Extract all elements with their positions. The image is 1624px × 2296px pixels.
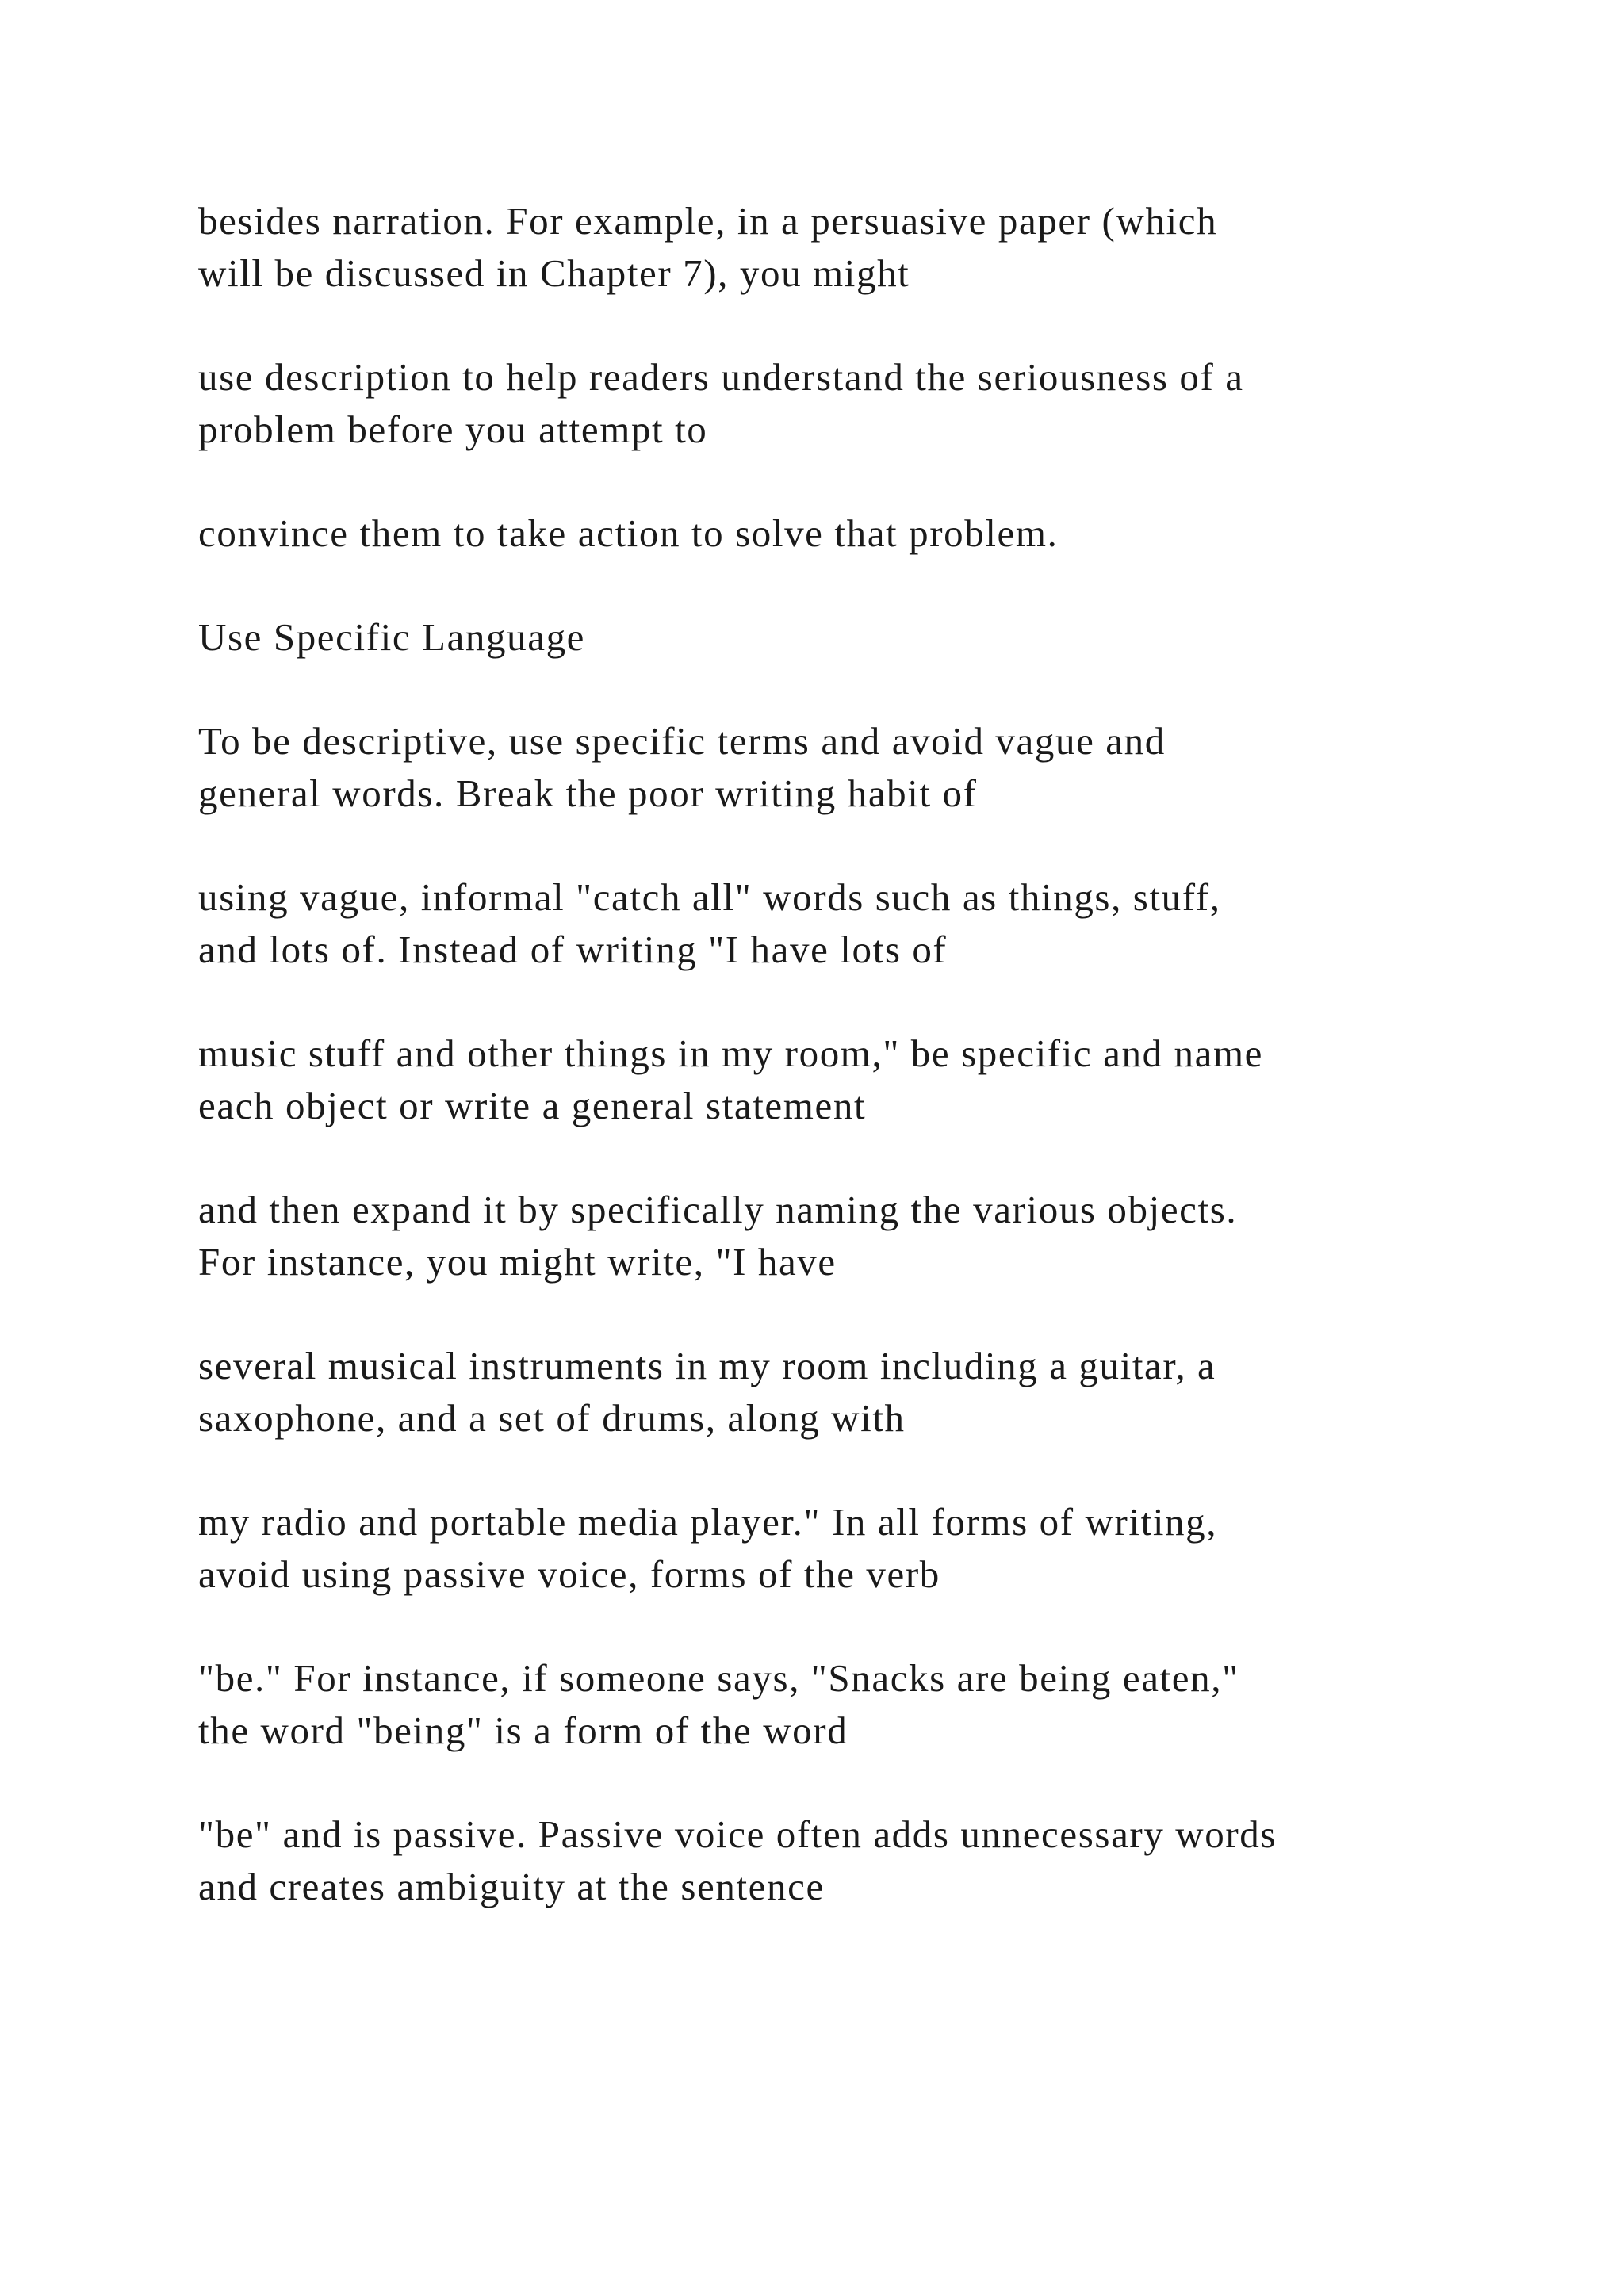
text-line: my radio and portable media player." In all forms of writing, (198, 1500, 1218, 1544)
text-line: besides narration. For example, in a persuasive paper (which (198, 199, 1218, 243)
text-line: For instance, you might write, "I have (198, 1240, 837, 1284)
text-line: the word "being" is a form of the word (198, 1709, 848, 1752)
document-body (198, 195, 1499, 1965)
paragraph (198, 715, 1499, 820)
text-line: will be discussed in Chapter 7), you might (198, 251, 910, 295)
text-line: general words. Break the poor writing habit of (198, 771, 978, 815)
paragraph (198, 1340, 1499, 1445)
paragraph (198, 351, 1499, 456)
paragraph (198, 1496, 1499, 1601)
text-line: "be." For instance, if someone says, "Snacks are being eaten," (198, 1656, 1239, 1700)
text-line: and lots of. Instead of writing "I have lots of (198, 928, 948, 971)
paragraph (198, 1808, 1499, 1913)
paragraph (198, 1027, 1499, 1132)
text-line: saxophone, and a set of drums, along with (198, 1396, 906, 1440)
text-line: each object or write a general statement (198, 1084, 867, 1127)
text-line: convince them to take action to solve that problem. (198, 511, 1059, 555)
text-line: and then expand it by specifically naming the various objects. (198, 1188, 1238, 1231)
section-heading (198, 611, 1499, 664)
paragraph (198, 1184, 1499, 1288)
text-line: use description to help readers understand the seriousness of a (198, 355, 1244, 399)
paragraph (198, 871, 1499, 976)
heading-text: Use Specific Language (198, 615, 586, 659)
paragraph (198, 1652, 1499, 1757)
text-line: "be" and is passive. Passive voice often adds unnecessary words (198, 1812, 1277, 1856)
text-line: problem before you attempt to (198, 408, 708, 451)
paragraph (198, 507, 1499, 560)
text-line: avoid using passive voice, forms of the verb (198, 1552, 940, 1596)
text-line: several musical instruments in my room including a guitar, a (198, 1344, 1216, 1387)
text-line: To be descriptive, use specific terms and avoid vague and (198, 719, 1166, 763)
text-line: music stuff and other things in my room," be specific and name (198, 1031, 1264, 1075)
text-line: using vague, informal "catch all" words such as things, stuff, (198, 875, 1221, 919)
paragraph (198, 195, 1499, 300)
text-line: and creates ambiguity at the sentence (198, 1865, 825, 1908)
